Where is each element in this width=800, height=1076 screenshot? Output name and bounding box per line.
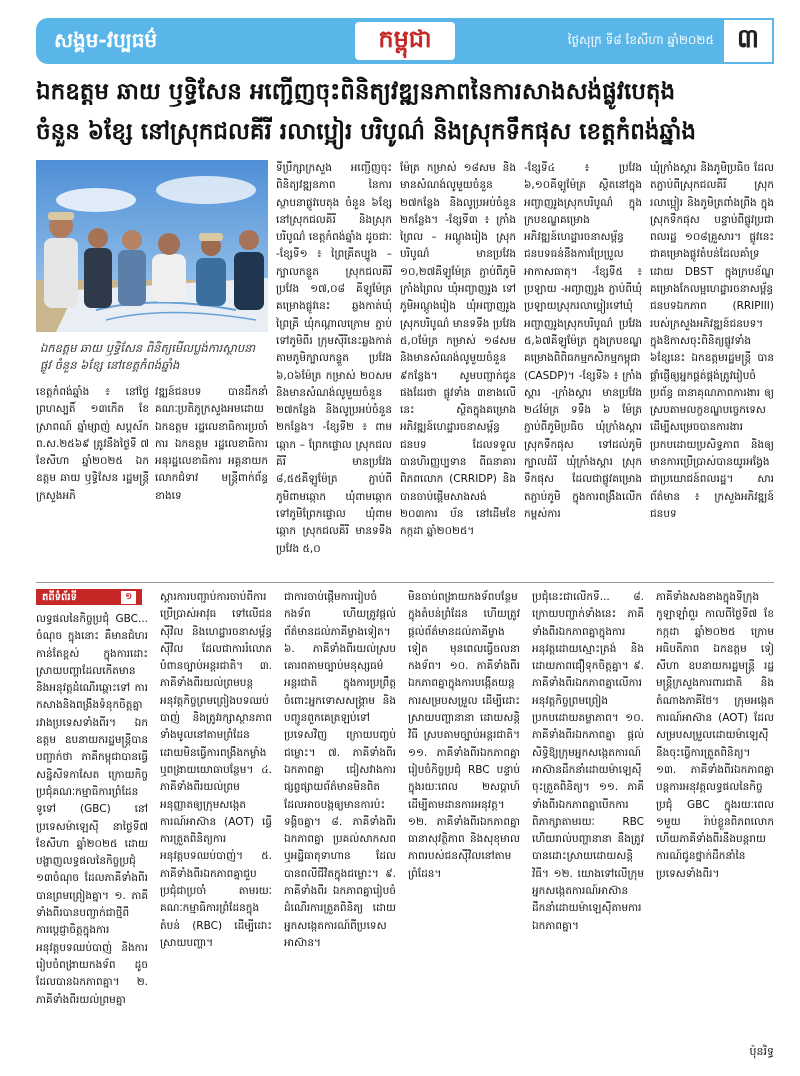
logo-text: កម្ពុជា: [378, 23, 432, 53]
continued-label: តពីទំព័រទី: [42, 591, 77, 603]
article-text-column: វឌ្ឍន៍ជនបទ បានដឹកនាំគណៈប្រតិភូក្រសួងអមដោយ ឯកឧត្តម រដ្ឋលេខាធិការប្រចាំការ ឯកឧត្តម រដ្ឋលេខាធិការ អនុរដ្ឋលេខាធិការ អគ្គនាយក លោកជំទាវ មន្ត្រីពាក់ព័ន្ធ ខាងទេ: [155, 386, 268, 502]
headline-line-2: ចំនួន ៦ខ្សែ នៅស្រុកជលគីរី រលាប្អៀរ បរិបូណ៌ និងស្រុកទឹកផុស ខេត្តកំពង់ឆ្នាំង: [36, 119, 696, 145]
article-text-column: លទ្ធផលនៃកិច្ចប្រជុំ GBC... ចំណុច ក្នុងនោះ គឺមានជំហរកាន់តែខ្ពស់ ក្នុងការដោះស្រាយបញ្ហាដែលកើតមាន និងអនុវត្តដំណើរឆ្ពោះទៅ ការកសាងនិងពង្រឹងទំនុកចិត្តគ្នារវាងប្រទេសទាំងពីរ។ ឯកឧត្តម ឧបនាយករដ្ឋមន្ត្រីបានបញ្ជាក់ថា ភាគីកម្ពុជាបានធ្វើសន្និសីទកាសែត ក្រោយកិច្ចប្រជុំគណៈកម្មាធិការព្រំដែនទូទៅ (GBC) នៅប្រទេសម៉ាឡេស៊ី នាថ្ងៃទី៧ ខែសីហា ឆ្នាំ២០២៥ ដោយបង្ហាញលទ្ធផលនៃកិច្ចប្រជុំ ១៣ចំណុច ដែលភាគីទាំងពីរបានព្រមព្រៀងគ្នា។ ១. ភាគីទាំងពីរបានបញ្ជាក់ជាថ្មីពីការប្តេជ្ញាចិត្តក្នុងការអនុវត្តបទឈប់បាញ់ និងការរៀបចំពង្រាយកងទ័ព ដូចដែលបានឯកភាពគ្នា។ ២. ភាគីទាំងពីរយល់ព្រមគ្នា: [36, 613, 148, 1006]
article-text-column: ស្ដារការបញ្ជាប់ការចាប់ពីការប្រើប្រាស់អាវុធ ទៅលើជនស៊ីវិល និងហេដ្ឋារចនាសម្ព័ន្ធស៊ីវិល ដែលជាការរំលោភបំពានច្បាប់អន្តរជាតិ។ ៣. ភាគីទាំងពីរយល់ព្រមបន្តអនុវត្តកិច្ចព្រមព្រៀងបទឈប់បាញ់ និងត្រូវរក្សាស្ថានភាពទាំងមូលនៅតាមព្រំដែន ដោយមិនធ្វើការពង្រឹងកម្លាំង ឬពង្រាយយោធាបន្ថែម។ ៤. ភាគីទាំងពីរយល់ព្រមអនុញ្ញាតឲ្យក្រុមសង្កេតការណ៍អាស៊ាន (AOT) ធ្វើការត្រួតពិនិត្យការអនុវត្តបទឈប់បាញ់។ ៥. ភាគីទាំងពីរឯកភាពគ្នាជួបប្រជុំជាប្រចាំ តាមរយៈគណៈកម្មាធិការព្រំដែនក្នុងតំបន់ (RBC) ដើម្បីដោះស្រាយបញ្ហា។: [160, 591, 272, 949]
continued-tag: [36, 589, 142, 605]
main-article: [36, 150, 774, 580]
secondary-article: [36, 582, 774, 1060]
photo-caption: ឯកឧត្តម ឆាយ ឫទ្ធិសែន ពិនិត្យមើលប្លង់ការស្ថាបនាផ្លូវ ចំនួន ៦ខ្សែ នៅខេត្តកំពង់ឆ្នាំង: [40, 341, 256, 372]
article-text-column: ប្រជុំនេះជាលើកទី... ៨. ក្រោយបញ្ជាក់ទាំងនេះ ភាគីទាំងពីរឯកភាពគ្នាក្នុងការអនុវត្តដោយស្មោះត្រង់ និងដោយភាពជឿទុកចិត្តគ្នា។ ៩. ភាគីទាំងពីរឯកភាពគ្នាលើការអនុវត្តកិច្ចព្រមព្រៀង ប្រកបដោយតម្លាភាព។ ១០. ភាគីទាំងពីរឯកភាពគ្នា ផ្តល់សិទ្ធិឱ្យក្រុមអ្នកសង្កេតការណ៍អាស៊ានដឹកនាំដោយម៉ាឡេស៊ី ចុះត្រួតពិនិត្យ។ ១១. ភាគីទាំងពីរឯកភាពគ្នាបើកការពិភាក្សាតាមរយៈ RBC ហើយរាល់បញ្ហានានា នឹងត្រូវបានដោះស្រាយដោយសន្តិវិធី។ ១២. យោងទៅលើក្រុមអ្នកសង្កេតការណ៍អាស៊ានដឹកនាំដោយម៉ាឡេស៊ីតាមការឯកភាពគ្នា។: [532, 591, 644, 932]
article-text-column: ទីប្រឹក្សាក្រសួង អញ្ជើញចុះពិនិត្យវឌ្ឍនភាព នៃការស្ថាបនាផ្លូវបេតុង ចំនួន ៦ខ្សែ នៅស្រុកជលគីរី និងស្រុកបរិបូណ៌ ខេត្តកំពង់ឆ្នាំង ដូចជាៈ -ខ្សែទី១ ៖ ព្រៃគ្រីតប្បូង – ក្បាលកន្ទួត ស្រុកជលគីរី ប្រវែង ១៧,០៨ គីឡូម៉ែត្រ គម្រោងផ្លូវនេះ ឆ្លងកាត់ឃុំព្រៃគ្រី ឃុំកណ្តាលក្រោម ភ្ជាប់ទៅភូមិពីរ ក្រុមស៊ីរីនេះឆ្លងកាត់តាមភូមិក្បាលកន្ទួត ប្រវែង ៦,០៦ម៉ែត្រ កម្រាស់ ២០សម និងមានសំណង់លូមួយចំនួន ២៧កន្លែង និងលូប្រអប់ចំនួន ២កន្លែង។ -ខ្សែទី២ ៖ ពាមឆ្កោក – ព្រែកផ្ទោល ស្រុកជលគីរី មានប្រវែង ៨,៥៥គីឡូម៉ែត្រ ភ្ជាប់ពីភូមិពាមឆ្កោក ឃុំពាមឆ្កោក ទៅភូមិព្រែកផ្ទោល ឃុំពាមឆ្កោក ស្រុកជលគីរី មានទទឹង ប្រវែង ៥,០: [276, 162, 392, 555]
article-text-column: ឃុំក្រាំងស្គារ និងភូមិប្រធិច ដែលតភ្ជាប់ពីស្រុកជលគីរី ស្រុករលាប្អៀរ និងភូមិត្រពាំងព្រីង ក្នុងស្រុកទឹកផុស បន្ទាប់ពីផ្លូវប្រជាពលរដ្ឋ ១០៨គ្រួសារ។ ផ្លូវនេះជាគម្រោងផ្លូវតំបន់ដែលគាំទ្រដោយ DBST ក្នុងក្របខ័ណ្ឌគម្រោងកែលម្អហេដ្ឋារចនាសម្ព័ន្ធជនបទឯកភាព (RRIPIII) របស់ក្រសួងអភិវឌ្ឍន៍ជនបទ។ ក្នុងឱកាសចុះពិនិត្យផ្លូវទាំង ៦ខ្សែនេះ ឯកឧត្តមរដ្ឋមន្ត្រី បានផ្តាំផ្ញើឲ្យអ្នកផ្គត់ផ្គង់ត្រូវរៀបចំប្រព័ន្ធ ធានាគុណភាពការងារ ឲ្យស្របតាមលក្ខខណ្ឌបច្ចេកទេស ដើម្បីសម្រេចបានការងារប្រកបដោយប្រសិទ្ធភាព និងឲ្យមានការប្រើប្រាស់បានយូរអង្វែង ជាប្រយោជន៍ពលរដ្ឋ។ សារព័ត៌មាន ៖ ក្រសួងអភិវឌ្ឍន៍ជនបទ: [650, 162, 774, 520]
page-number: ៣: [722, 18, 774, 64]
header-band: [36, 18, 774, 64]
headline-line-1: ឯកឧត្តម ឆាយ ឫទ្ធិសែន អញ្ជើញចុះពិនិត្យវឌ្ឍនភាពនៃការសាងសង់ផ្លូវបេតុង: [36, 79, 676, 105]
article-photo: [36, 160, 268, 332]
photo-illustration: [36, 160, 268, 332]
continued-page-number: ១: [121, 591, 136, 604]
newspaper-logo: [355, 22, 455, 60]
article-text-column: ភាគីទាំងសងខាងក្នុងទីក្រុងកូឡាឡាំពួរ កាលពីថ្ងៃទី៧ ខែកក្កដា ឆ្នាំ២០២៥ ក្រោមអធិបតីភាព ឯកឧត្តម ទៀ សីហា ឧបនាយករដ្ឋមន្ត្រី រដ្ឋមន្ត្រីក្រសួងការពារជាតិ និងតំណាងភាគីថៃ។ ក្រុមអង្កេតការណ៍អាស៊ាន (AOT) ដែលសម្របសម្រួលដោយម៉ាឡេស៊ី នឹងចុះធ្វើការត្រួតពិនិត្យ។ ១៣. ភាគីទាំងពីរឯកភាពគ្នាបន្តការអនុវត្តលទ្ធផលនៃកិច្ចប្រជុំ GBC ក្នុងរយៈពេល ១មួយ រ៉ាប់ខ្លួនពិភពលោក ហើយភាគីទាំងពីរនឹងបន្តរាយការណ៍ជូនថ្នាក់ដឹកនាំនៃប្រទេសទាំងពីរ។: [656, 591, 774, 880]
article-text-column: -ខ្សែទី៤ ៖ ប្រវែង ៦,១០គីឡូម៉ែត្រ ស្ថិតនៅក្នុងអញ្ចាញរូងស្រុកបរិបូណ៌ ក្នុងក្របខណ្ឌគម្រោងអភិវឌ្ឍន៍ហេដ្ឋារចនាសម្ព័ន្ធជនបទធន់នឹងការប្រែប្រួលអាកាសធាតុ។ -ខ្សែទី៥ ៖ ប្រឡាយ -អញ្ចាញរូង ភ្ជាប់ពីឃុំប្រឡាយស្រុករលាប្អៀរទៅឃុំអញ្ចាញរូងស្រុកបរិបូណ៌ ប្រវែង ៥,៦៧គីឡូម៉ែត្រ ក្នុងក្របខណ្ឌគម្រោងពិពិធកម្មកសិកម្មកម្ពុជា (CASDP)។ -ខ្សែទី៦ ៖ ក្រាំងស្គារ -ក្រាំងស្គារ មានប្រវែង ២៤ម៉ែត្រ ទទឹង ៦ ម៉ែត្រ ភ្ជាប់ពីភូមិប្រធិច ឃុំក្រាំងស្គារ ស្រុកទឹកផុស ទៅដល់ភូមិក្បាលដំរី ឃុំក្រាំងស្គារ ស្រុកទឹកផុស ដែលជាផ្លូវគម្រោងតភ្ជាប់ភូមិ ក្នុងការពង្រឹងលើកកម្ពស់ការ: [524, 162, 642, 520]
article-text-column: មិនចាប់ពង្រាយកងទ័ពបន្ថែម ក្នុងតំបន់ព្រំដែន ហើយត្រូវផ្ដល់ព័ត៌មានដល់ភាគីម្ខាងទៀត មុនពេលធ្វើចលនាកងទ័ព។ ១០. ភាគីទាំងពីរឯកភាពគ្នាក្នុងការបង្កើតយន្តការសម្របសម្រួល ដើម្បីដោះស្រាយបញ្ហានានា ដោយសន្តិវិធី ស្របតាមច្បាប់អន្តរជាតិ។ ១១. ភាគីទាំងពីរឯកភាពគ្នារៀបចំកិច្ចប្រជុំ RBC បន្ទាប់ ក្នុងរយៈពេល ២សប្ដាហ៍ ដើម្បីតាមដានការអនុវត្ត។ ១២. ភាគីទាំងពីរឯកភាពគ្នាធានាសុវត្ថិភាព និងសុខុមាលភាពរបស់ជនស៊ីវិលនៅតាមព្រំដែន។: [408, 591, 520, 880]
issue-date: ថ្ងៃសុក្រ ទី៨ ខែសីហា ឆ្នាំ២០២៥: [567, 33, 714, 47]
article-text-column: ខេត្តកំពង់ឆ្នាំង ៖ នៅថ្ងៃព្រហស្បតិ៍ ១៣កើត ខែស្រាពណ៍ ឆ្នាំម្សាញ់ សប្តស័ក ព.ស.២៥៦៩ ត្រូវនឹងថ្ងៃទី ៧ ខែសីហា ឆ្នាំ២០២៥ ឯកឧត្តម ឆាយ ឫទ្ធិសែន រដ្ឋមន្ត្រីក្រសួងអភិ: [36, 386, 149, 502]
article-text-column: ជាការចាប់ផ្ដើមការរៀបចំកងទ័ព ហើយត្រូវផ្ដល់ព័ត៌មានដល់ភាគីម្ខាងទៀត។ ៦. ភាគីទាំងពីរយល់ស្របគោរពតាមច្បាប់មនុស្សធម៌អន្តរជាតិ ក្នុងការប្រព្រឹត្តចំពោះអ្នកទោសសង្គ្រាម និងបញ្ជូនពួកគេត្រឡប់ទៅប្រទេសវិញ ក្រោយបញ្ចប់ជម្លោះ។ ៧. ភាគីទាំងពីរឯកភាពគ្នា ជៀសវាងការផ្សព្វផ្សាយព័ត៌មានមិនពិត ដែលអាចបង្កឲ្យមានការប៉ះទង្គិចគ្នា។ ៨. ភាគីទាំងពីរឯកភាពគ្នា ប្រគល់សាកសព ឬអដ្ឋិធាតុទាហាន ដែលបានពលីជីវិតក្នុងជម្លោះ។ ៩. ភាគីទាំងពីរ ឯកភាពគ្នារៀបចំដំណើរការត្រួតពិនិត្យ ដោយអ្នកសង្កេតការណ៍ពីប្រទេសអាស៊ាន។: [284, 591, 396, 949]
section-title: សង្គម-វប្បធម៌: [54, 28, 158, 52]
author-name: ប៉ុនរិទ្ធ: [749, 1045, 774, 1058]
article-text-column: ម៉ែត្រ កម្រាស់ ១៨សម និងមានសំណង់លូមួយចំនួន ២៧កន្លែង និងលូប្រអប់ចំនួន ២កន្លែង។ -ខ្សែទី៣ ៖ ក្រាំងព្រៃល – អណ្តូងរៀង ស្រុកបរិបូណ៌ មានប្រវែង ១០,២៧គីឡូម៉ែត្រ ភ្ជាប់ពីភូមិក្រាំងព្រៃល ឃុំអញ្ចាញរូង ទៅភូមិអណ្តូងរៀង ឃុំអញ្ចាញរូង ស្រុកបរិបូណ៌ មានទទឹង ប្រវែង ៥,០ម៉ែត្រ កម្រាស់ ១៨សម និងមានសំណង់លូមួយចំនួន ៩កន្លែង។ សូមបញ្ជាក់ជូនផងដែរថា ផ្លូវទាំង ៣ខាងលើនេះ ស្ថិតក្នុងគម្រោងអភិវឌ្ឍន៍ហេដ្ឋារចនាសម្ព័ន្ធជនបទ ដែលទទួលបានហិរញ្ញប្បទាន ពីធនាគារពិភពលោក (CRRIDP) និងបានចាប់ផ្តើមសាងសង់ ២០៣ការ ប័ន នៅដើមខែកក្កដា ឆ្នាំ២០២៥។: [400, 162, 516, 538]
headline: [36, 72, 774, 152]
